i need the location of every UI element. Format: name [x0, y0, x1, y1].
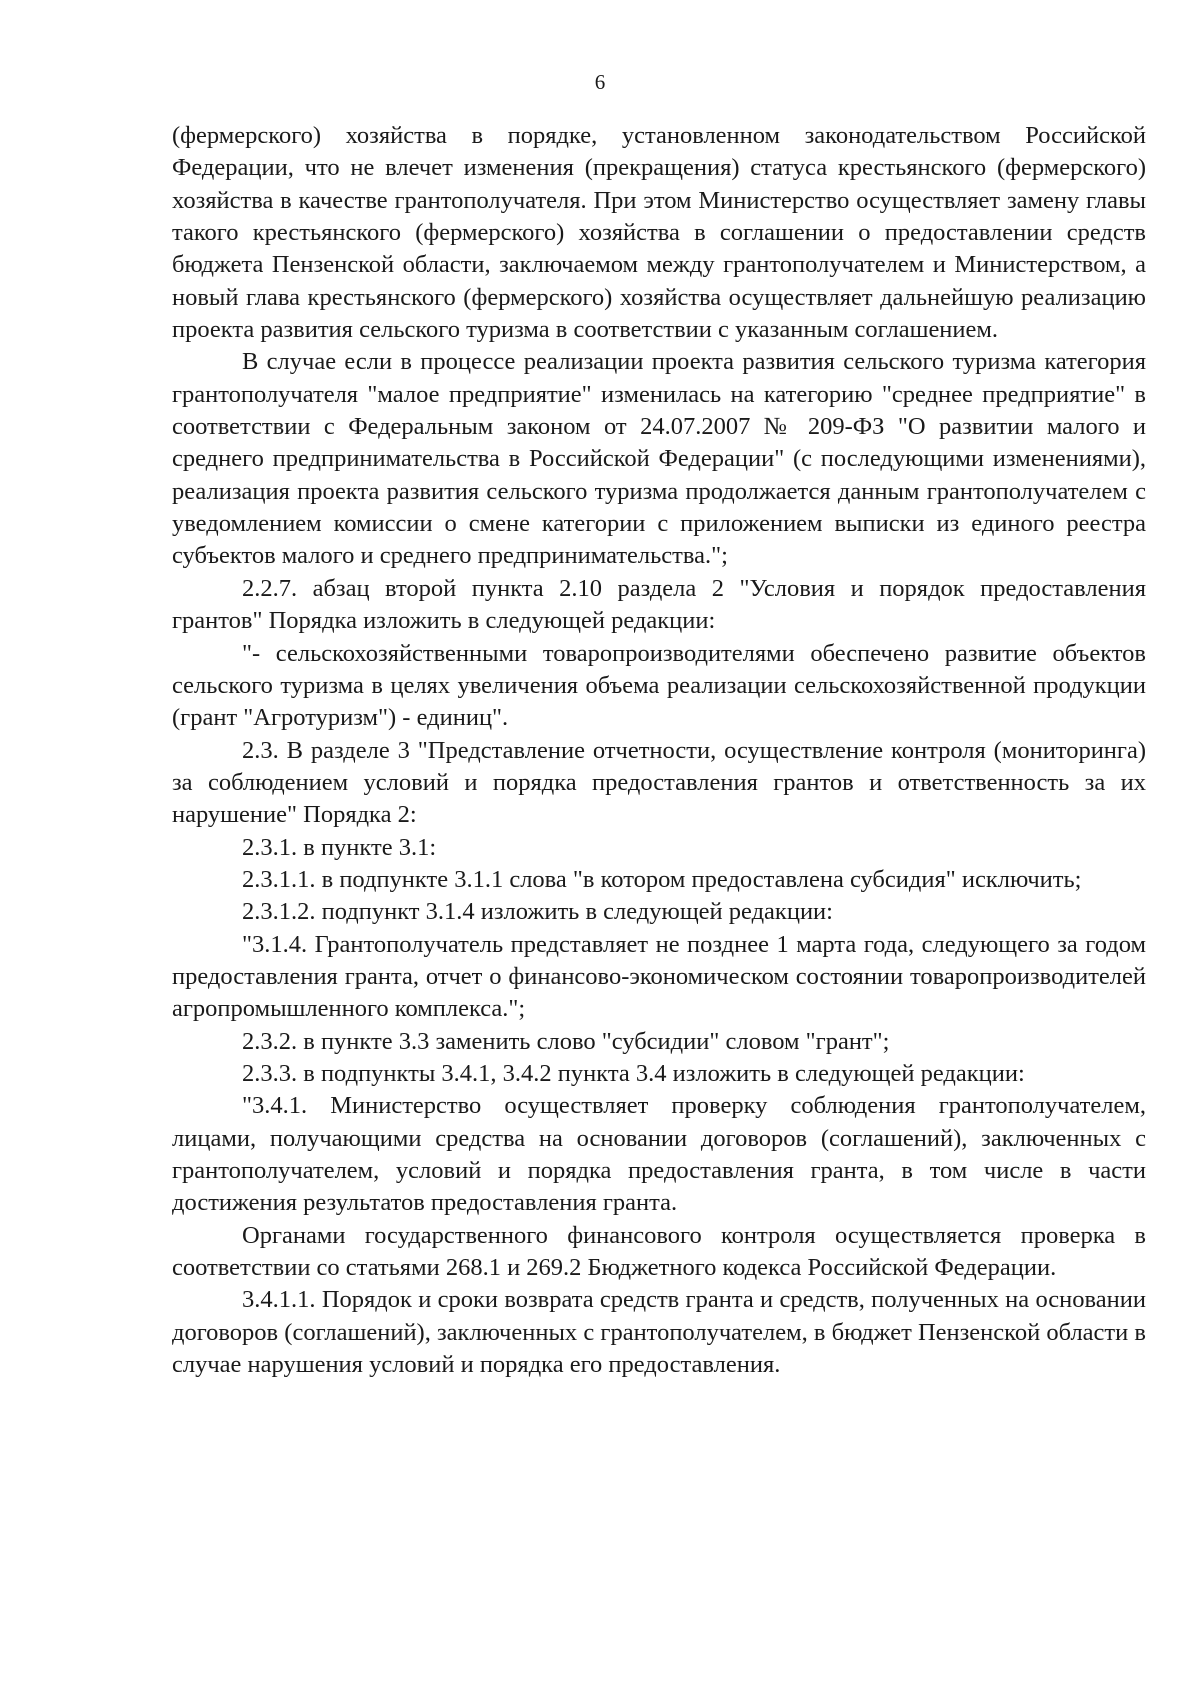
paragraph: (фермерского) хозяйства в порядке, установленном законодательством Российской Федерации, что не влечет изменения (прекращения) статуса крестьянского (фермерского) хозяйства в качестве грантополучателя. При этом Министерство осуществляет замену главы такого крестьянского (фермерского) хозяйства в соглашении о предоставлении средств бюджета Пензенской области, заключаемом между грантополучателем и Министерством, а новый глава крестьянского (фермерского) хозяйства осуществляет дальнейшую реализацию проекта развития сельского туризма в соответствии с указанным соглашением. [172, 122, 1146, 344]
page-number: 6 [594, 70, 606, 94]
document-body [172, 120, 1146, 1381]
paragraph: "- сельскохозяйственными товаропроизводителями обеспечено развитие объектов сельского туризма в целях увеличения объема реализации сельскохозяйственной продукции (грант "Агротуризм") - единиц". [172, 639, 1146, 732]
paragraph: В случае если в процессе реализации проекта развития сельского туризма категория грантополучателя "малое предприятие" изменилась на категорию "среднее предприятие" в соответствии с Федеральным законом от 24.07.2007 № 209-ФЗ "О развитии малого и среднего предпринимательства в Российской Федерации" (с последующими изменениями), реализация проекта развития сельского туризма продолжается данным грантополучателем с уведомлением комиссии о смене категории с приложением выписки из единого реестра субъектов малого и среднего предпринимательства."; [172, 348, 1146, 570]
paragraph: 2.3.1.1. в подпункте 3.1.1 слова "в котором предоставлена субсидия" исключить; [242, 865, 1082, 893]
paragraph: 2.3.2. в пункте 3.3 заменить слово "субсидии" словом "грант"; [242, 1027, 890, 1055]
paragraph: 2.2.7. абзац второй пункта 2.10 раздела 2 "Условия и порядок предоставления грантов" Порядка изложить в следующей редакции: [172, 574, 1146, 635]
paragraph: 2.3.1.2. подпункт 3.1.4 изложить в следующей редакции: [242, 898, 833, 926]
paragraph: 2.3. В разделе 3 "Представление отчетности, осуществление контроля (мониторинга) за соблюдением условий и порядка предоставления грантов и ответственность за их нарушение" Порядка 2: [172, 736, 1146, 829]
paragraph: "3.1.4. Грантополучатель представляет не позднее 1 марта года, следующего за годом предоставления гранта, отчет о финансово-экономическом состоянии товаропроизводителей агропромышленного комплекса."; [172, 930, 1146, 1023]
paragraph: 2.3.3. в подпункты 3.4.1, 3.4.2 пункта 3.4 изложить в следующей редакции: [242, 1059, 1025, 1087]
paragraph: "3.4.1. Министерство осуществляет проверку соблюдения грантополучателем, лицами, получающими средства на основании договоров (соглашений), заключенных с грантополучателем, условий и порядка предоставления гранта, в том числе в части достижения результатов предоставления гранта. [172, 1092, 1146, 1217]
paragraph: 2.3.1. в пункте 3.1: [242, 833, 437, 861]
paragraph: Органами государственного финансового контроля осуществляется проверка в соответствии со статьями 268.1 и 269.2 Бюджетного кодекса Российской Федерации. [172, 1221, 1146, 1282]
paragraph: 3.4.1.1. Порядок и сроки возврата средств гранта и средств, полученных на основании договоров (соглашений), заключенных с грантополучателем, в бюджет Пензенской области в случае нарушения условий и порядка его предоставления. [172, 1286, 1146, 1379]
